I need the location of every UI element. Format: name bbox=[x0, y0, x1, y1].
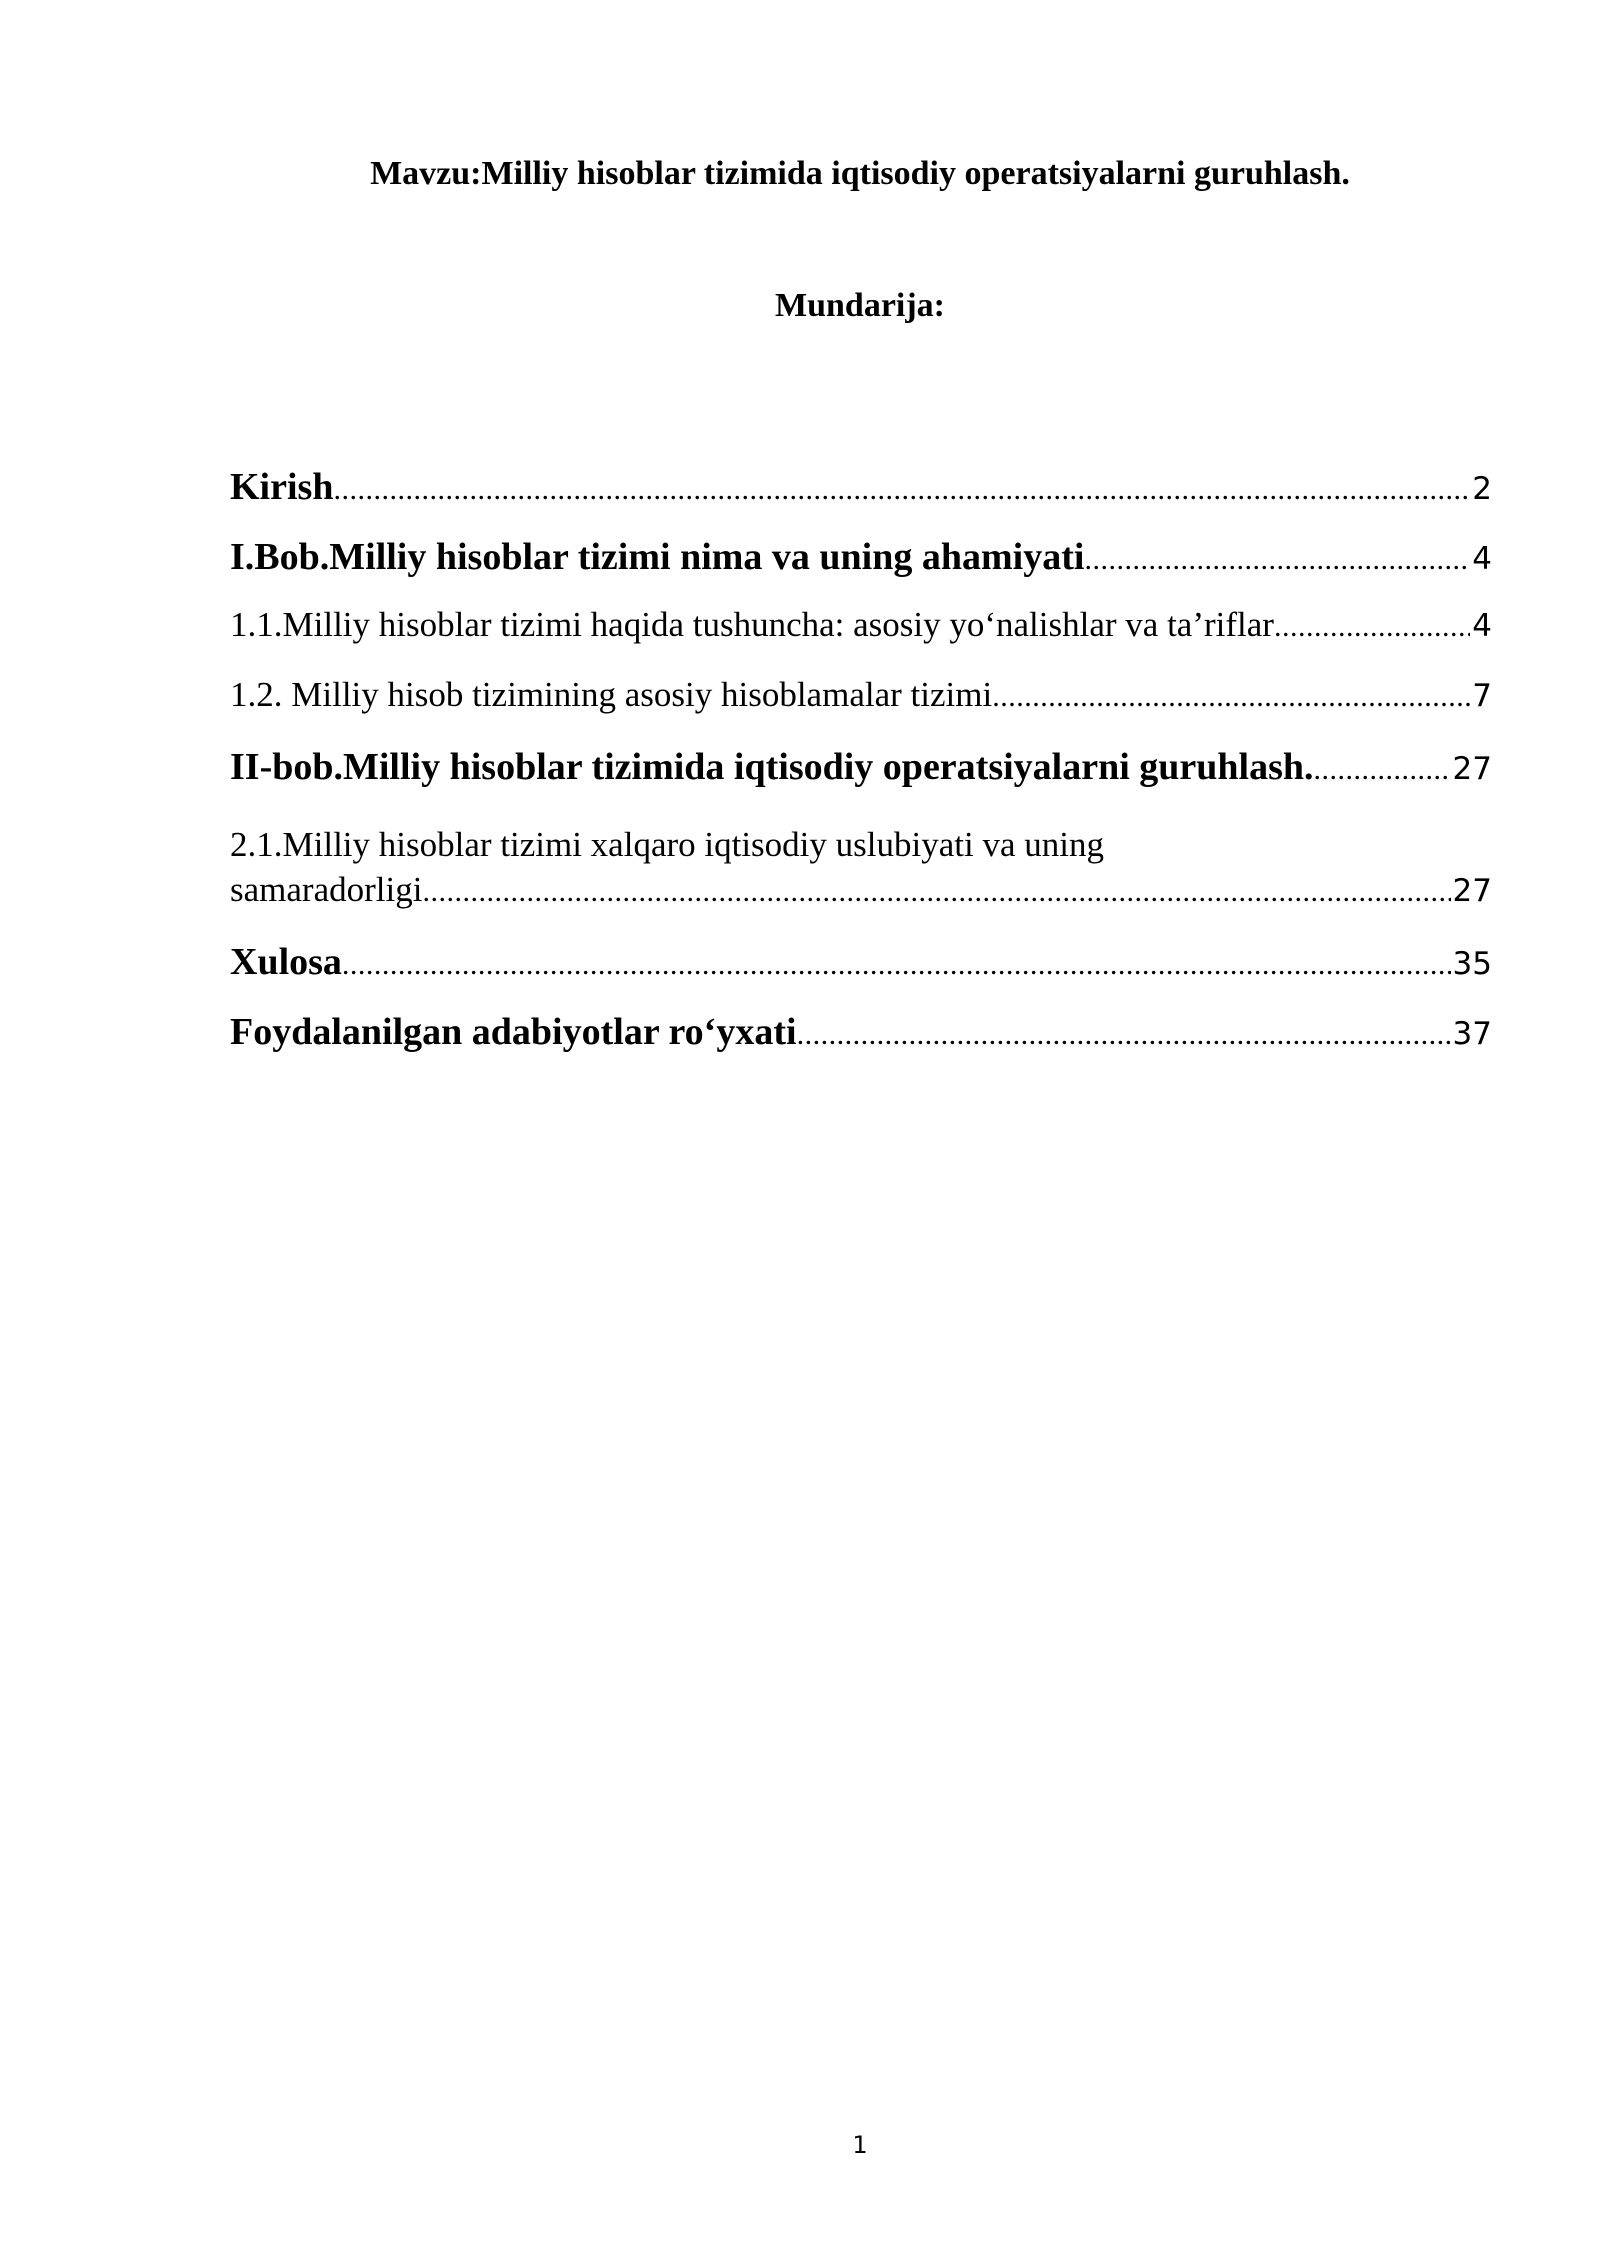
toc-page-number: 4 bbox=[1472, 608, 1492, 644]
toc-entry-label: Foydalanilgan adabiyotlar ro‘yxati bbox=[230, 1011, 797, 1053]
toc-entry-label: samaradorligi bbox=[230, 870, 423, 909]
toc-entry-label: 1.1.Milliy hisoblar tizimi haqida tushuncha: asosiy yo‘nalishlar va ta’riflar bbox=[230, 605, 1274, 644]
toc-entry-section-1-2[interactable] bbox=[230, 675, 1492, 725]
toc-dot-leader bbox=[1314, 753, 1451, 787]
toc-entry-chapter-1[interactable] bbox=[230, 535, 1492, 585]
toc-page-number: 35 bbox=[1452, 946, 1492, 982]
toc-page-number: 2 bbox=[1472, 471, 1492, 507]
toc-heading: Mundarija: bbox=[775, 287, 945, 324]
toc-dot-leader bbox=[797, 1018, 1451, 1052]
toc-entry-label: 1.2. Milliy hisob tizimining asosiy hisoblamalar tizimi bbox=[230, 675, 993, 714]
toc-page-number: 27 bbox=[1452, 751, 1492, 787]
toc-entry-xulosa[interactable] bbox=[230, 940, 1492, 990]
toc-entry-label: II-bob.Milliy hisoblar tizimida iqtisodiy operatsiyalarni guruhlash. bbox=[230, 746, 1314, 788]
toc-entry-label: I.Bob.Milliy hisoblar tizimi nima va uning ahamiyati bbox=[230, 536, 1085, 578]
toc-entry-label: Xulosa bbox=[230, 941, 342, 983]
toc-dot-leader bbox=[333, 473, 1470, 507]
toc-entry-section-1-1[interactable] bbox=[230, 605, 1492, 655]
toc-page-number: 27 bbox=[1452, 873, 1492, 909]
toc-page-number: 37 bbox=[1452, 1016, 1492, 1052]
toc-dot-leader bbox=[1274, 610, 1470, 644]
toc-entry-section-2-1-line1[interactable]: 2.1.Milliy hisoblar tizimi xalqaro iqtisodiy uslubiyati va uning bbox=[230, 825, 1104, 864]
toc-entry-references[interactable] bbox=[230, 1010, 1492, 1060]
toc-dot-leader bbox=[422, 875, 1450, 909]
table-of-contents bbox=[230, 0, 1492, 2262]
toc-page-number: 7 bbox=[1472, 678, 1492, 714]
toc-entry-chapter-2[interactable] bbox=[230, 745, 1492, 795]
page-number: 1 bbox=[852, 2131, 868, 2159]
toc-dot-leader bbox=[1084, 543, 1470, 577]
toc-dot-leader bbox=[992, 680, 1470, 714]
toc-page-number: 4 bbox=[1472, 541, 1492, 577]
toc-entry-kirish[interactable] bbox=[230, 465, 1492, 515]
toc-entry-label: Kirish bbox=[230, 466, 334, 508]
toc-entry-section-2-1[interactable] bbox=[230, 870, 1492, 920]
toc-dot-leader bbox=[342, 948, 1451, 982]
document-title: Mavzu:Milliy hisoblar tizimida iqtisodiy operatsiyalarni guruhlash. bbox=[370, 155, 1350, 192]
